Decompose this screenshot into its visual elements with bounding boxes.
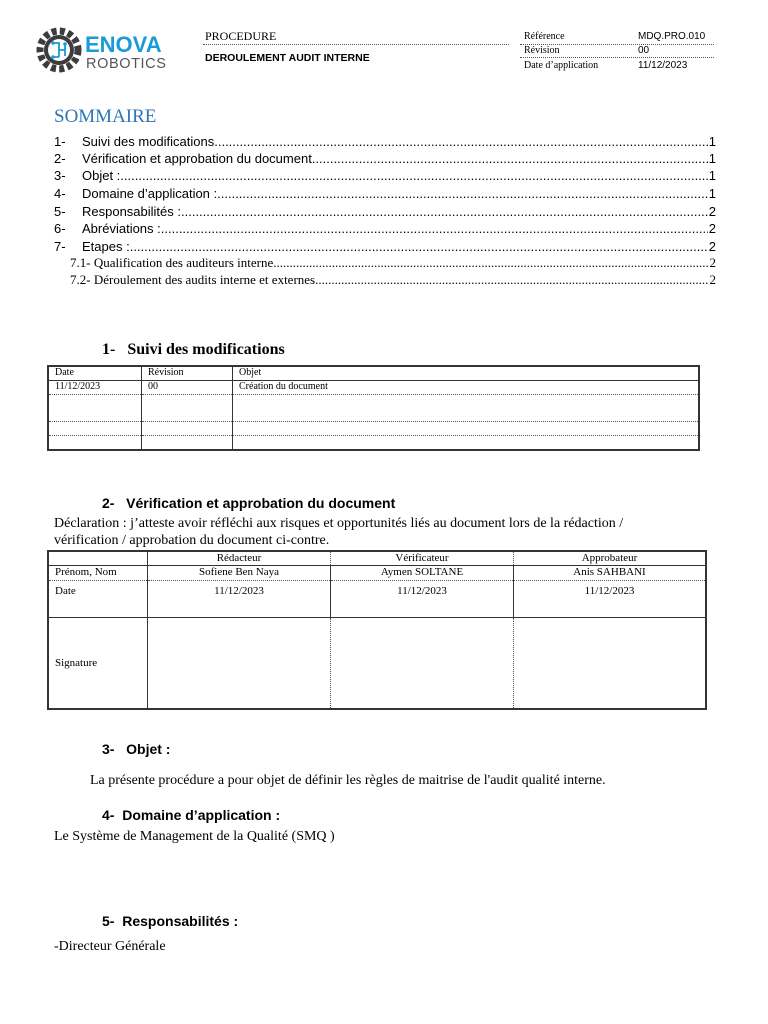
reference-value: MDQ.PRO.010 bbox=[638, 31, 706, 42]
declaration-line1: Déclaration : j’atteste avoir réfléchi aux risques et opportunités liés au document lors de la rédaction / bbox=[54, 516, 624, 531]
logo-text-robotics: ROBOTICS bbox=[86, 56, 167, 72]
modifications-table bbox=[47, 365, 700, 451]
table-row: Prénom, Nom Sofiene Ben Naya Aymen SOLTANE Anis SAHBANI bbox=[48, 566, 706, 581]
signature-cell bbox=[148, 618, 331, 710]
toc-subitem[interactable]: 7.1- Qualification des auditeurs interne ..... 2 bbox=[70, 254, 716, 271]
approval-table bbox=[47, 550, 707, 710]
col-header: Vérificateur bbox=[331, 551, 514, 566]
toc-item[interactable]: 3- Objet : ..... 1 bbox=[54, 166, 716, 183]
revision-value: 00 bbox=[638, 45, 650, 56]
section4-text: Le Système de Management de la Qualité (SMQ ) bbox=[54, 829, 335, 844]
toc-item[interactable]: 2- Vérification et approbation du document ..... 1 bbox=[54, 149, 716, 166]
declaration-line2: vérification / approbation du document ci-contre. bbox=[54, 533, 330, 548]
table-row bbox=[48, 436, 699, 451]
table-row: Signature bbox=[48, 618, 706, 710]
table-row bbox=[48, 422, 699, 436]
section2-heading: 2- Vérification et approbation du document bbox=[102, 495, 396, 511]
enova-robotics-logo bbox=[34, 26, 194, 78]
section5-text: -Directeur Générale bbox=[54, 939, 166, 954]
logo-text-enova: ENOVA bbox=[85, 32, 162, 57]
gear-icon bbox=[40, 31, 78, 69]
toc-item[interactable]: 7- Etapes : ..... 2 bbox=[54, 237, 716, 254]
section3-heading: 3- Objet : bbox=[102, 741, 171, 757]
date-application-label: Date d’application bbox=[524, 60, 599, 71]
toc-item[interactable]: 5- Responsabilités : ..... 2 bbox=[54, 202, 716, 219]
section3-text: La présente procédure a pour objet de définir les règles de maitrise de l'audit qualité interne. bbox=[90, 773, 606, 788]
section1-heading: 1- Suivi des modifications bbox=[102, 341, 285, 358]
section5-heading: 5- Responsabilités : bbox=[102, 913, 239, 929]
section4-heading: 4- Domaine d’application : bbox=[102, 807, 281, 823]
table-row bbox=[48, 395, 699, 422]
col-header: Objet bbox=[233, 366, 700, 381]
col-header: Rédacteur bbox=[148, 551, 331, 566]
col-header: Révision bbox=[142, 366, 233, 381]
col-header: Approbateur bbox=[514, 551, 707, 566]
toc-subitem[interactable]: 7.2- Déroulement des audits interne et externes ..... 2 bbox=[70, 271, 716, 288]
col-header: Date bbox=[48, 366, 142, 381]
revision-label: Révision bbox=[524, 45, 560, 56]
doc-type: PROCEDURE bbox=[205, 29, 277, 43]
toc-item[interactable]: 4- Domaine d’application : ..... 1 bbox=[54, 184, 716, 201]
doc-title: DEROULEMENT AUDIT INTERNE bbox=[205, 52, 370, 64]
toc-item[interactable]: 1- Suivi des modifications ..... 1 bbox=[54, 132, 716, 149]
signature-cell bbox=[331, 618, 514, 710]
table-row: Date 11/12/2023 11/12/2023 11/12/2023 bbox=[48, 581, 706, 618]
table-row: 11/12/2023 00 Création du document bbox=[48, 381, 699, 395]
summary-title: SOMMAIRE bbox=[54, 106, 157, 127]
signature-cell bbox=[514, 618, 707, 710]
reference-label: Référence bbox=[524, 31, 565, 42]
date-application-value: 11/12/2023 bbox=[638, 60, 688, 71]
toc-item[interactable]: 6- Abréviations : ..... 2 bbox=[54, 219, 716, 236]
